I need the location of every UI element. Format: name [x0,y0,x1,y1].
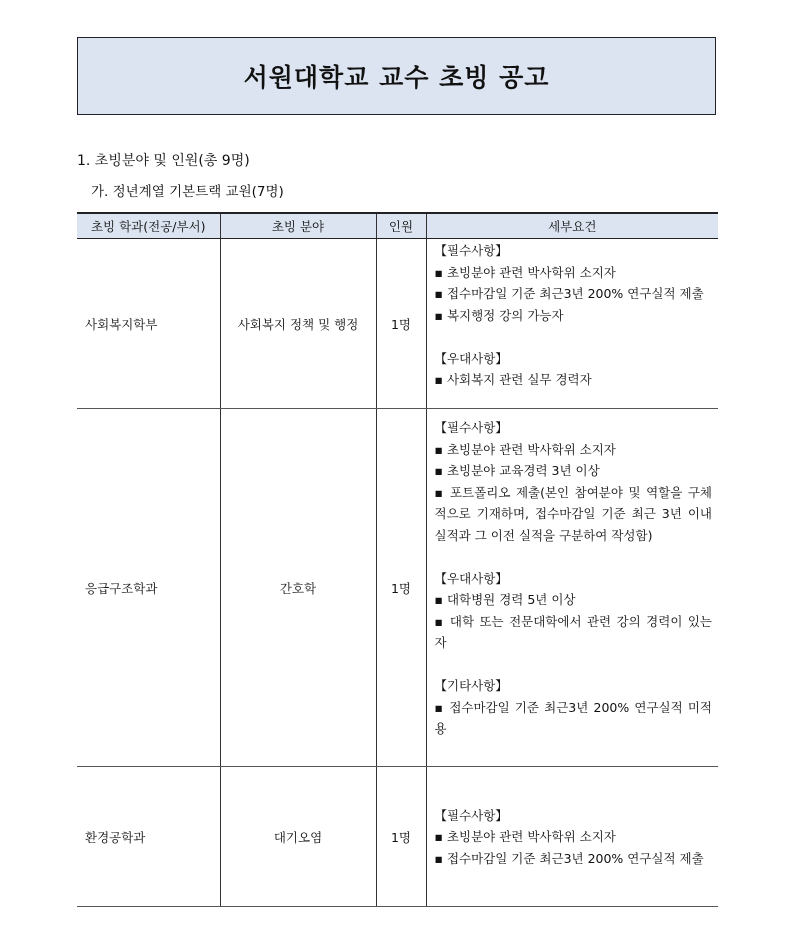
section-heading-2: 가. 정년계열 기본트랙 교원(7명) [91,184,284,200]
count-cell: 1명 [376,239,426,409]
req-line: ▪ 사회복지 관련 실무 경력자 [434,372,592,387]
requirements-cell [426,767,718,907]
recruitment-table [77,212,718,907]
req-line: ▪ 접수마감일 기준 최근3년 200% 연구실적 미적용 [434,699,712,736]
req-line: ▪ 포트폴리오 제출(본인 참여분야 및 역할을 구체적으로 기재하며, 접수마감일 기준 최근 3년 이내 실적과 그 이전 실적을 구분하여 작성함) [434,484,712,543]
header-count: 인원 [376,213,426,239]
field-cell: 대기오염 [220,767,376,907]
req-line: 【기타사항】 [434,678,508,693]
header-field: 초빙 분야 [220,213,376,239]
table-row [77,239,718,409]
req-gap [435,326,713,348]
req-line: 【우대사항】 [434,350,508,366]
header-requirements: 세부요건 [426,213,718,239]
req-line: 【필수사항】 [434,807,508,823]
req-line: ▪ 초빙분야 관련 박사학위 소지자 [434,264,616,280]
req-line: ▪ 대학 또는 전문대학에서 관련 강의 경력이 있는 자 [434,613,712,650]
section-heading-1: 1. 초빙분야 및 인원(총 9명) [77,153,250,169]
req-line: 【필수사항】 [434,420,508,435]
requirements-cell [426,239,718,409]
req-gap [435,654,713,676]
dept-cell: 응급구조학과 [77,409,220,767]
req-line: ▪ 복지행정 강의 가능자 [434,307,564,323]
field-cell: 사회복지 정책 및 행정 [220,239,376,409]
req-line: ▪ 접수마감일 기준 최근3년 200% 연구실적 제출 [434,286,704,301]
req-line: ▪ 초빙분야 교육경력 3년 이상 [434,463,600,478]
field-cell: 간호학 [220,409,376,767]
req-line: ▪ 초빙분야 관련 박사학위 소지자 [434,829,616,845]
table-row [77,409,718,767]
dept-cell: 환경공학과 [77,767,220,907]
req-line: 【우대사항】 [434,570,508,586]
dept-cell: 사회복지학부 [77,239,220,409]
table-header-row [77,213,718,239]
req-line: 【필수사항】 [434,243,508,258]
count-cell: 1명 [376,409,426,767]
req-line: ▪ 대학병원 경력 5년 이상 [434,592,576,607]
req-gap [435,546,713,568]
page-title: 서원대학교 교수 초빙 공고 [243,63,550,92]
req-line: ▪ 초빙분야 관련 박사학위 소지자 [434,441,616,457]
title-box [77,37,716,115]
count-cell: 1명 [376,767,426,907]
header-dept: 초빙 학과(전공/부서) [77,213,220,239]
req-line: ▪ 접수마감일 기준 최근3년 200% 연구실적 제출 [434,850,704,866]
table-row [77,767,718,907]
requirements-cell [426,409,718,767]
